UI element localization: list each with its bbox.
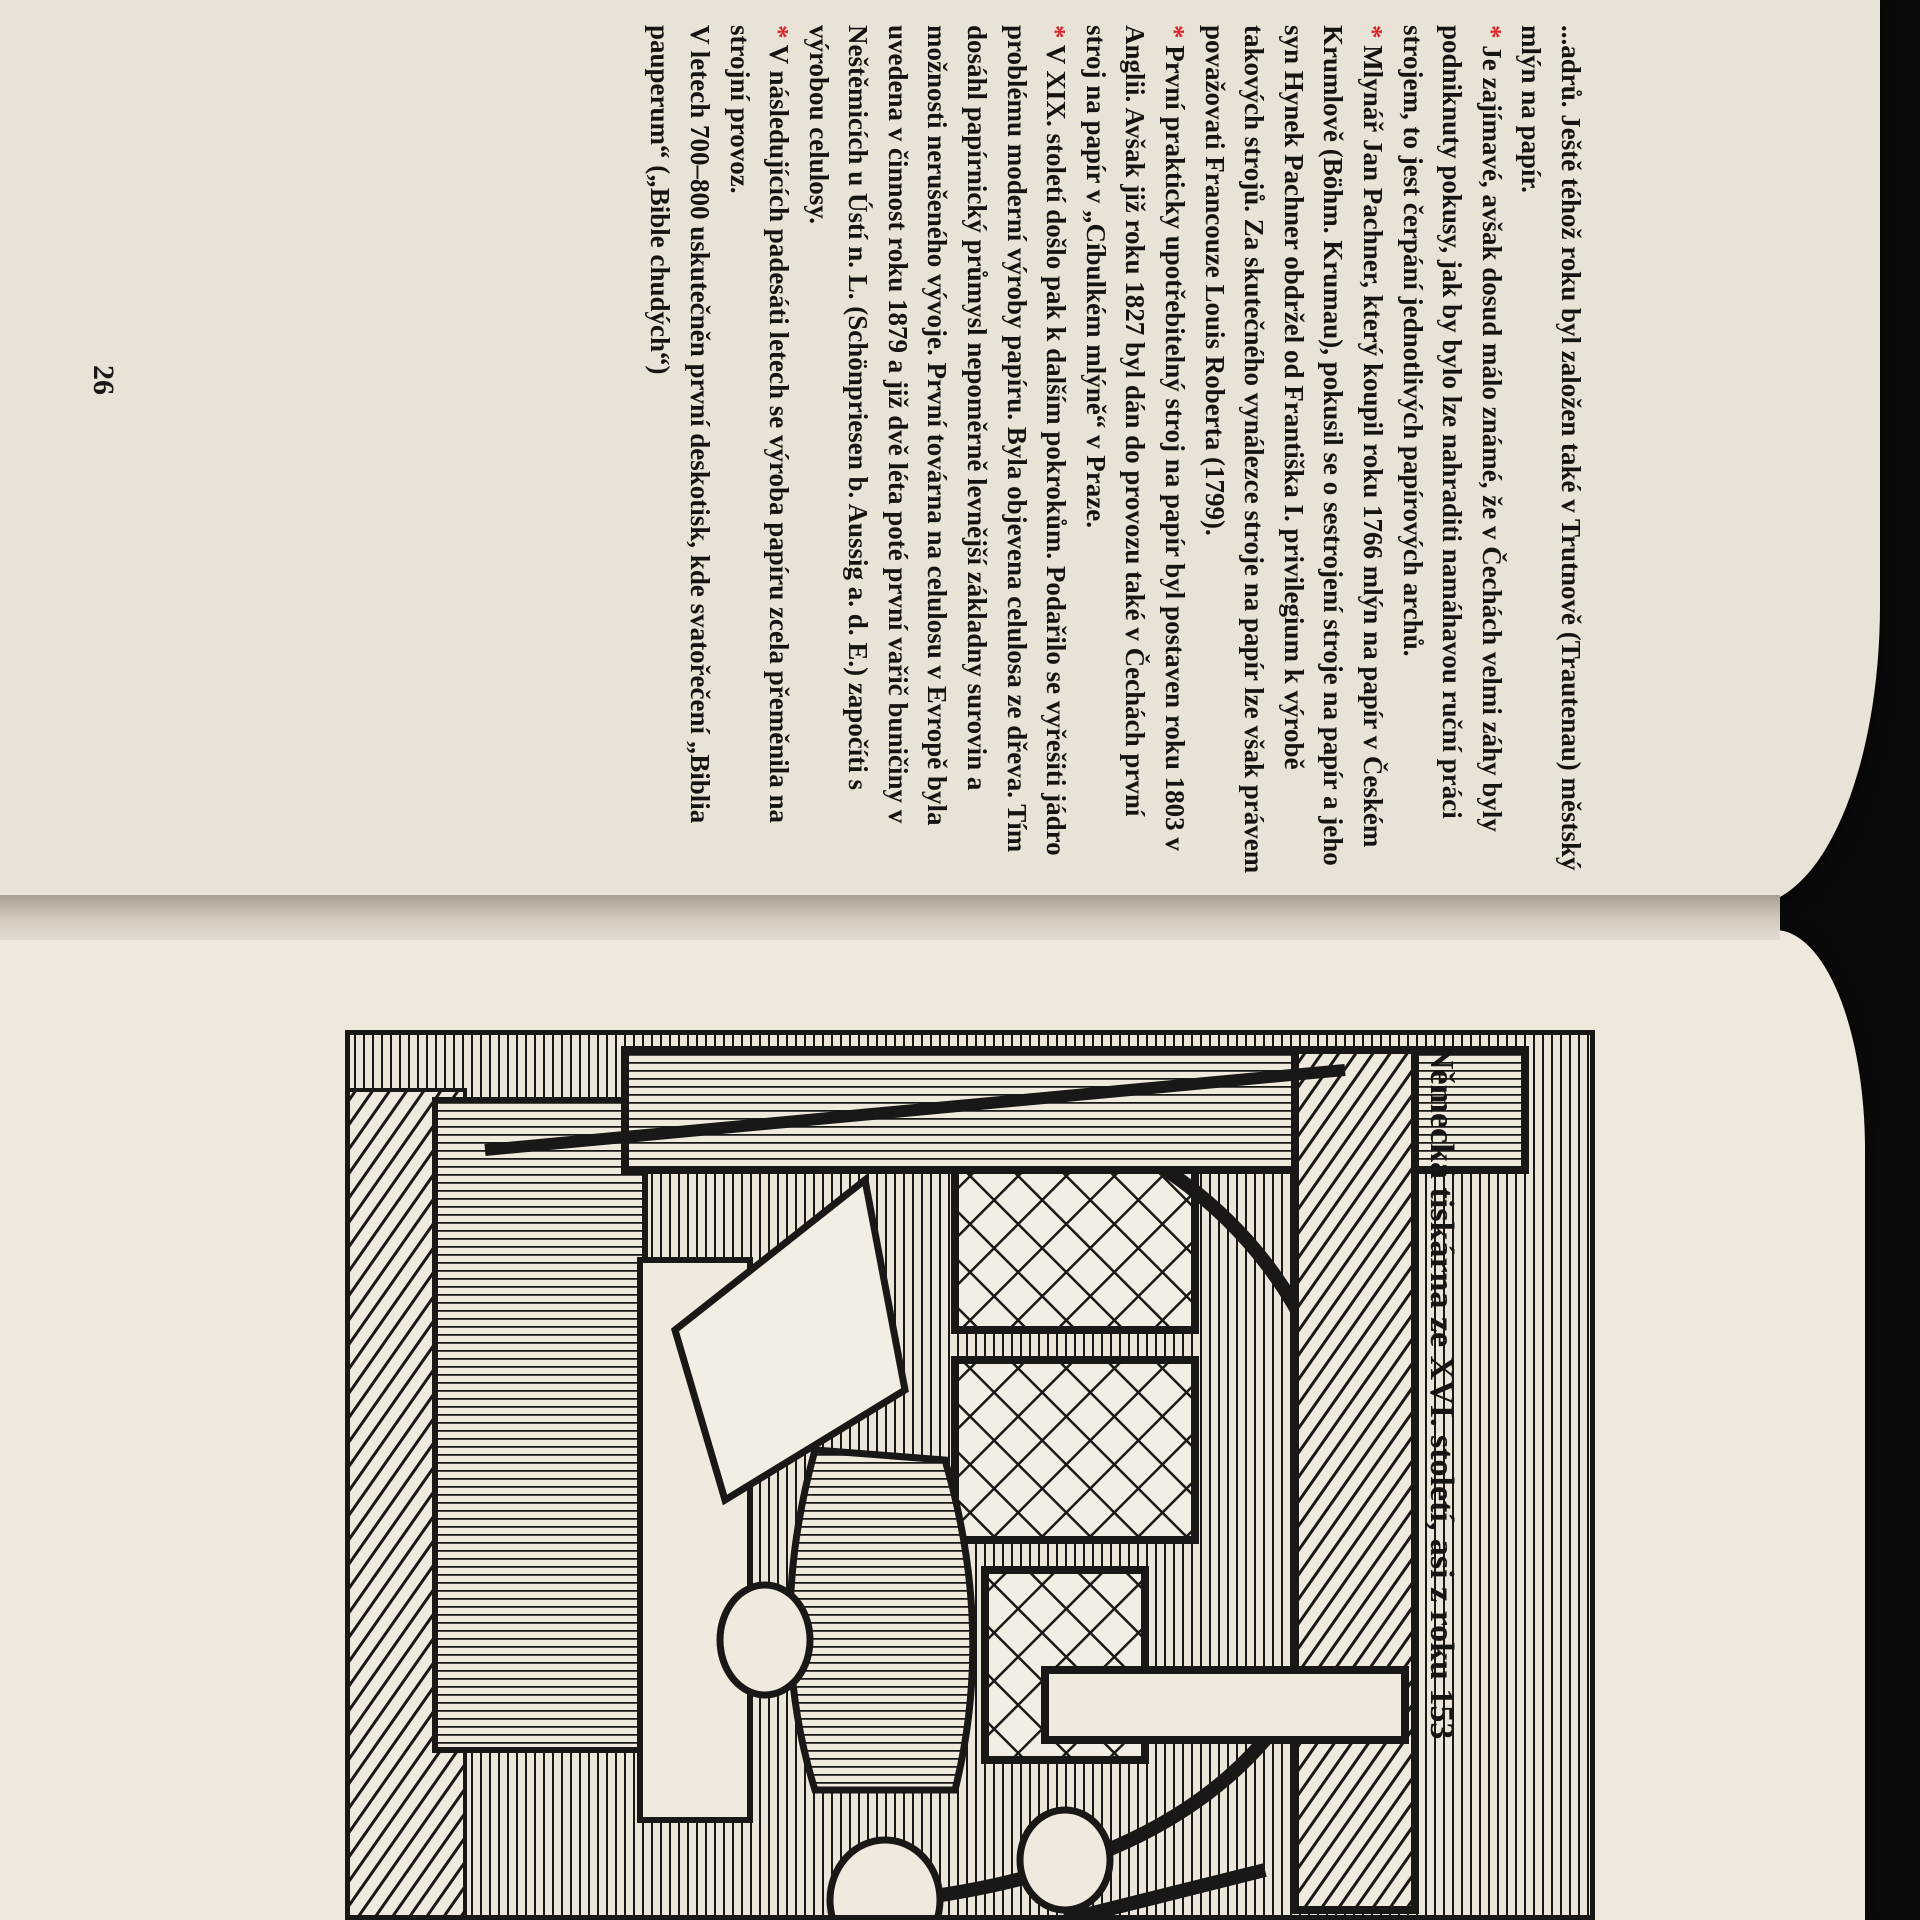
paragraph-text: V letech 700–800 uskutečněn první deskotisk, kde svatořečení „Biblia pauperum“ („Bible chudých“) — [645, 25, 715, 824]
paragraph-text: Mlynář Jan Pachner, který koupil roku 1766 mlýn na papír v Českém Krumlově (Böhm. Krumau), pokusil se o sestrojení stroje na papír a jeho syn Hynek Pachner obdržel od Františka I. privilegium k výrobě takových strojů. Za skutečného vynálezce stroje na papír lze však právem považovati Francouze Louis Roberta (1799). — [1199, 25, 1389, 874]
paragraph-text: V následujících padesáti letech se výroba papíru zcela přeměnila na strojní provoz. — [724, 25, 795, 824]
paragraph — [640, 25, 719, 875]
red-asterisk-icon: * — [1358, 25, 1389, 46]
red-asterisk-icon: * — [1160, 25, 1191, 46]
paragraph — [798, 25, 1075, 875]
paragraph — [1194, 25, 1392, 875]
paragraph-text: První prakticky upotřebitelný stroj na papír byl postaven roku 1803 v Anglii. Avšak již roku 1827 byl dán do provozu také v Čechách první stroj na papír v „Cíbulkém mlýně“ v Praze. — [1080, 25, 1191, 851]
paragraph-text: V XIX. století došlo pak k dalším pokrokům. Podařilo se vyřešiti jádro problému moderní výroby papíru. Byla objevena celulosa ze dřeva. Tím dosáhl papírnický průmysl nepoměrně levnější základny surovin a možnosti nerušeného vývoje. První továrna na celulosu v Evropě byla uvedena v činnost roku 1879 a již dvě léta poté první vařič buničiny v Neštěmicích u Ústí n. L. (Schönpriesen b. Aussig a. d. E.) započíti s výrobou celulosy. — [803, 25, 1072, 856]
paragraph — [1392, 25, 1511, 875]
book-gutter — [0, 895, 1780, 940]
paragraph-text: Je zajímavé, avšak dosud málo známé, že v Čechách velmi záhy byly podniknuty pokusy, jak by bylo lze nahraditi namáhavou ruční práci strojem, to jest čerpání jednotlivých papírových archů. — [1397, 25, 1507, 832]
red-asterisk-icon: * — [1041, 25, 1072, 45]
paragraph-text: ...adrů. Ještě téhož roku byl založen také v Trutnově (Trautenau) městský mlýn na papír. — [1516, 25, 1586, 871]
paragraph — [719, 25, 798, 875]
illustration-caption: Německá tiskárna ze XVI. století, asi z roku 153 — [1423, 1045, 1460, 1740]
paragraph — [1511, 25, 1590, 875]
page-number: 26 — [87, 365, 120, 395]
red-asterisk-icon: * — [1476, 25, 1507, 46]
red-asterisk-icon: * — [764, 25, 795, 45]
body-text — [220, 25, 1590, 875]
paragraph — [1075, 25, 1194, 875]
